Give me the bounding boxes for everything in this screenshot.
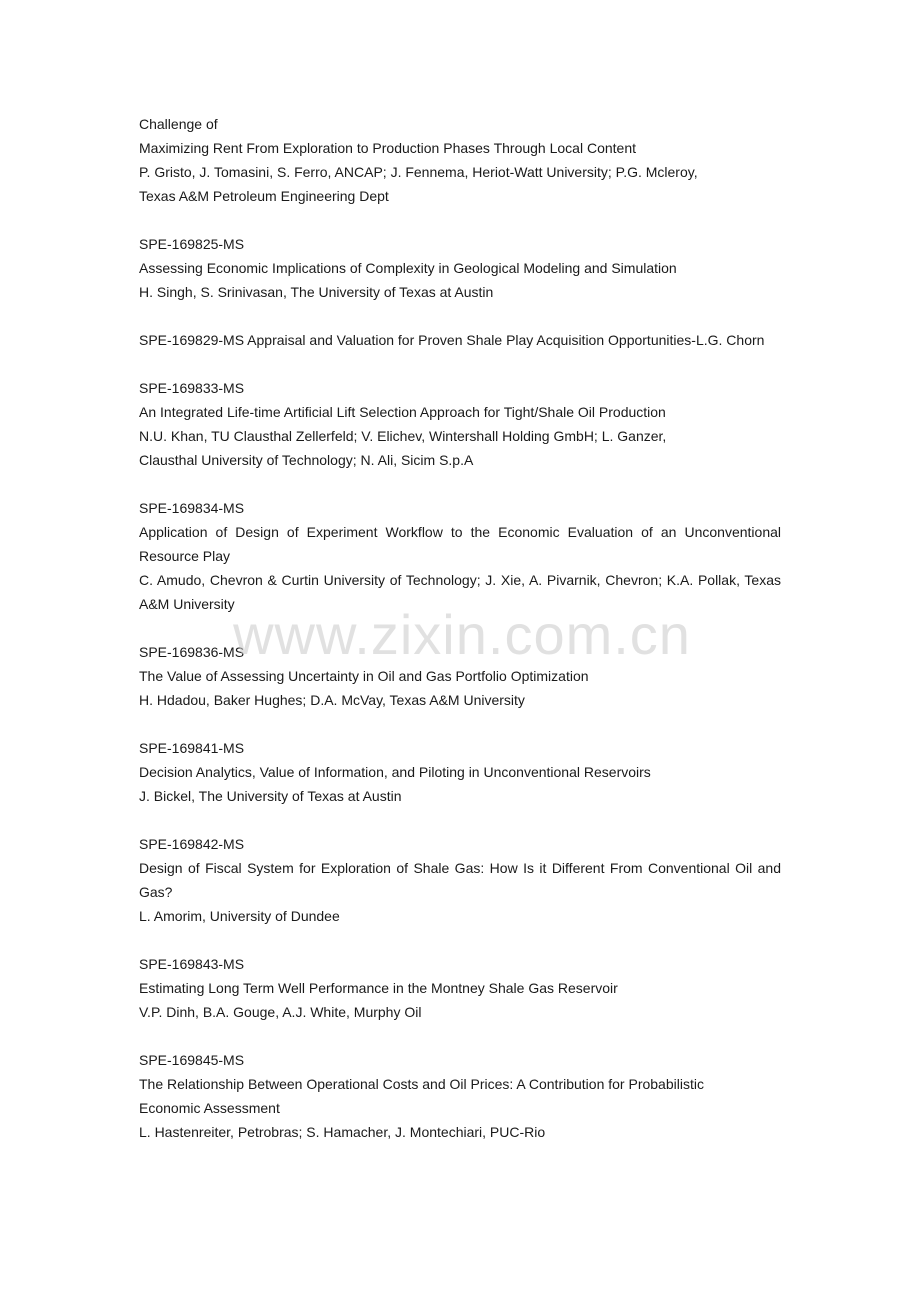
paper-entry (139, 112, 781, 208)
paper-authors-cont: Texas A&M Petroleum Engineering Dept (139, 188, 389, 204)
paper-authors: H. Singh, S. Srinivasan, The University of Texas at Austin (139, 284, 494, 300)
paper-entry (139, 736, 781, 808)
paper-title: The Relationship Between Operational Costs and Oil Prices: A Contribution for Probabilistic (139, 1076, 704, 1092)
paper-entry (139, 1048, 781, 1144)
paper-title: Decision Analytics, Value of Information, and Piloting in Unconventional Reservoirs (139, 764, 651, 780)
paper-id: SPE-169841-MS (139, 740, 245, 756)
paper-title: Maximizing Rent From Exploration to Production Phases Through Local Content (139, 140, 636, 156)
paper-title-cont: Economic Assessment (139, 1100, 280, 1116)
paper-title: An Integrated Life-time Artificial Lift Selection Approach for Tight/Shale Oil Production (139, 404, 666, 420)
paper-entry (139, 832, 781, 928)
paper-authors: L. Amorim, University of Dundee (139, 908, 340, 924)
paper-entry (139, 496, 781, 616)
paper-authors: P. Gristo, J. Tomasini, S. Ferro, ANCAP; J. Fennema, Heriot-Watt University; P.G. Mcleroy, (139, 164, 698, 180)
paper-authors: J. Bickel, The University of Texas at Austin (139, 788, 402, 804)
paper-authors: N.U. Khan, TU Clausthal Zellerfeld; V. Elichev, Wintershall Holding GmbH; L. Ganzer, (139, 428, 667, 444)
paper-id: SPE-169836-MS (139, 644, 245, 660)
paper-entry (139, 376, 781, 472)
paper-id: SPE-169843-MS (139, 956, 245, 972)
paper-entry (139, 232, 781, 304)
paper-title: Design of Fiscal System for Exploration of Shale Gas: How Is it Different From Conventional Oil and Gas? (139, 860, 781, 900)
paper-id: SPE-169845-MS (139, 1052, 245, 1068)
paper-authors: L. Hastenreiter, Petrobras; S. Hamacher, J. Montechiari, PUC-Rio (139, 1124, 546, 1140)
watermark: www.zixin.com.cn (233, 603, 691, 666)
paper-id: SPE-169833-MS (139, 380, 245, 396)
paper-authors-cont: Clausthal University of Technology; N. Ali, Sicim S.p.A (139, 452, 474, 468)
paper-entry (139, 952, 781, 1024)
paper-authors: C. Amudo, Chevron & Curtin University of Technology; J. Xie, A. Pivarnik, Chevron; K.A. Pollak, Texas A&M University (139, 572, 781, 612)
document-body (139, 112, 781, 1168)
paper-title: The Value of Assessing Uncertainty in Oil and Gas Portfolio Optimization (139, 668, 589, 684)
paper-title: Assessing Economic Implications of Complexity in Geological Modeling and Simulation (139, 260, 677, 276)
paper-entry (139, 640, 781, 712)
paper-id: SPE-169834-MS (139, 500, 245, 516)
paper-title: Estimating Long Term Well Performance in the Montney Shale Gas Reservoir (139, 980, 618, 996)
paper-title-prefix: Challenge of (139, 116, 218, 132)
paper-authors: H. Hdadou, Baker Hughes; D.A. McVay, Texas A&M University (139, 692, 525, 708)
paper-id: SPE-169842-MS (139, 836, 245, 852)
paper-id-title-authors: SPE-169829-MS Appraisal and Valuation for Proven Shale Play Acquisition Opportunities-L.G. Chorn (139, 332, 765, 348)
paper-entry (139, 328, 781, 352)
paper-id: SPE-169825-MS (139, 236, 245, 252)
paper-authors: V.P. Dinh, B.A. Gouge, A.J. White, Murphy Oil (139, 1004, 422, 1020)
paper-title: Application of Design of Experiment Workflow to the Economic Evaluation of an Unconventional Resource Play (139, 524, 781, 564)
